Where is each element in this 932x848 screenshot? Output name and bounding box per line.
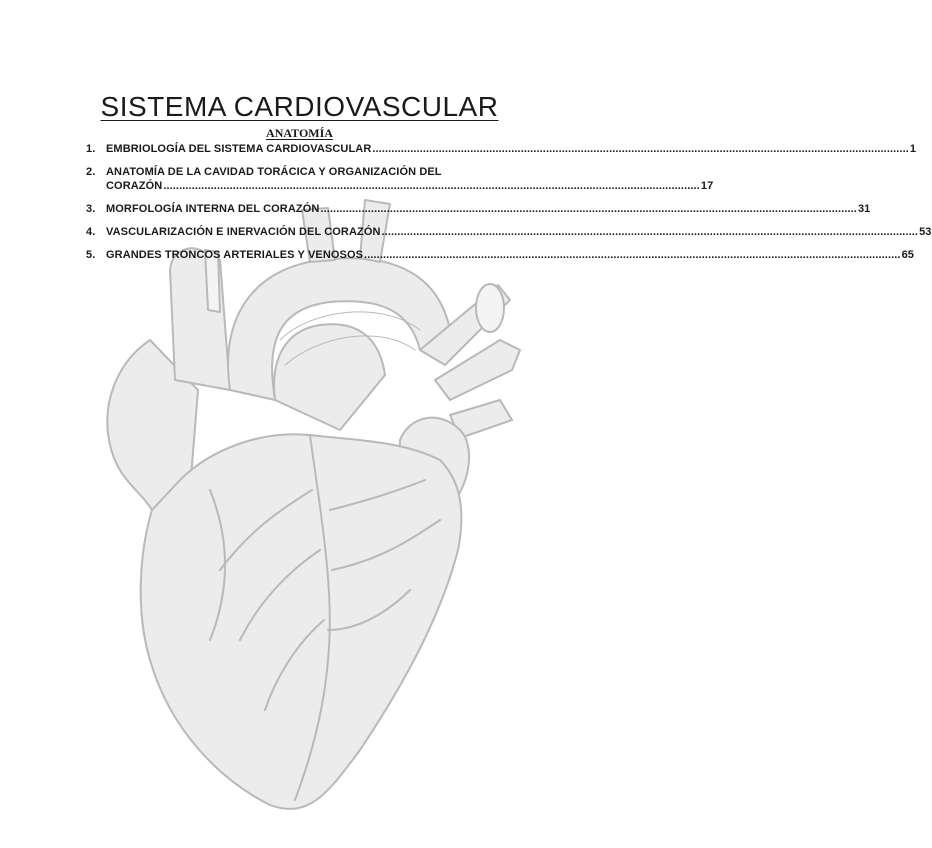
toc-entry[interactable] xyxy=(86,142,917,156)
toc-dot-leader: .......................................................................................................................................................................... xyxy=(372,143,909,155)
toc-dot-leader: .......................................................................................................................................................................... xyxy=(381,226,919,238)
section-title: ANATOMÍA xyxy=(266,125,333,140)
toc-entry-body xyxy=(106,165,714,193)
toc-page-number: 31 xyxy=(857,203,871,215)
toc-entry-title: EMBRIOLOGÍA DEL SISTEMA CARDIOVASCULAR xyxy=(106,143,372,155)
toc-entry-title-row xyxy=(106,142,917,156)
toc-dot-leader: .......................................................................................................................................................................... xyxy=(364,249,901,261)
toc-dot-leader: .......................................................................................................................................................................... xyxy=(163,180,700,192)
toc-entry-title: CORAZÓN xyxy=(106,180,163,192)
toc-dot-leader: .......................................................................................................................................................................... xyxy=(320,203,857,215)
toc-page-number: 17 xyxy=(700,180,714,192)
toc-entry-body xyxy=(106,202,871,216)
table-of-contents xyxy=(86,142,932,271)
toc-entry-body xyxy=(106,248,915,262)
toc-entry-title: VASCULARIZACIÓN E INERVACIÓN DEL CORAZÓN xyxy=(106,226,381,238)
toc-page-number: 65 xyxy=(901,249,915,261)
toc-entry[interactable] xyxy=(86,225,932,239)
toc-entry[interactable] xyxy=(86,165,714,193)
toc-number: 2. xyxy=(86,166,96,178)
toc-page-number: 1 xyxy=(909,143,917,155)
toc-entry-title-line1: ANATOMÍA DE LA CAVIDAD TORÁCICA Y ORGANIZACIÓN DEL xyxy=(106,166,442,178)
toc-page-number: 53 xyxy=(919,226,932,238)
toc-number: 5. xyxy=(86,249,96,261)
toc-entry-title-row xyxy=(106,179,714,193)
toc-entry-title: MORFOLOGÍA INTERNA DEL CORAZÓN xyxy=(106,203,320,215)
toc-number: 1. xyxy=(86,143,96,155)
toc-entry-title: GRANDES TRONCOS ARTERIALES Y VENOSOS xyxy=(106,249,364,261)
toc-entry-body xyxy=(106,142,917,156)
anatomical-heart-icon xyxy=(80,190,540,820)
toc-entry-body xyxy=(106,225,932,239)
page-title: SISTEMA CARDIOVASCULAR xyxy=(100,90,499,122)
toc-number: 4. xyxy=(86,226,96,238)
toc-entry[interactable] xyxy=(86,248,915,262)
toc-entry[interactable] xyxy=(86,202,871,216)
toc-entry-title-row xyxy=(106,248,915,262)
toc-entry-title-row xyxy=(106,202,871,216)
toc-entry-title-row xyxy=(106,225,932,239)
toc-number: 3. xyxy=(86,203,96,215)
